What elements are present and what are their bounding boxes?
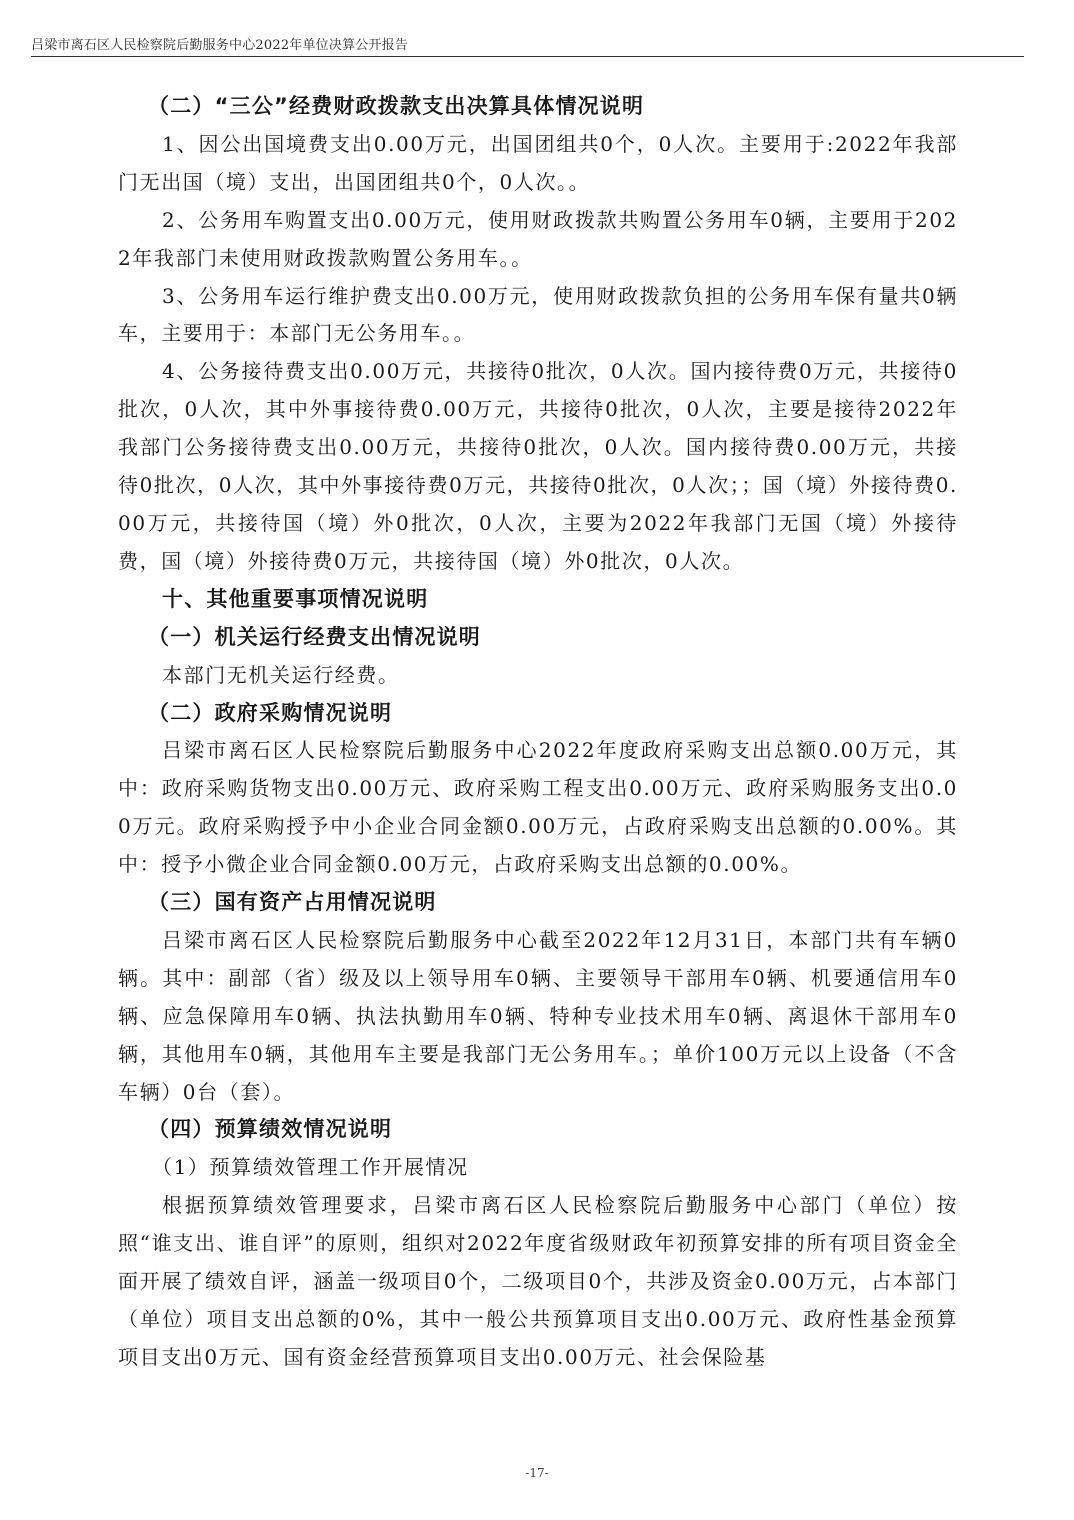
section-heading-operating-funds: （一）机关运行经费支出情况说明 — [148, 624, 481, 649]
paragraph-reception: 4、公务接待费支出0.00万元，共接待0批次，0人次。国内接待费0万元，共接待0批次，0人次，其中外事接待费0.00万元，共接待0批次，0人次，主要是接待2022年我部门公务接待费支出0.00万元，共接待0批次，0人次。国内接待费0.00万元，共接待0批次，0人次，其中外事接待费0万元，共接待0批次，0人次；；国（境）外接待费0.00万元，共接待国（境）外0批次，0人次，主要为2022年我部门无国（境）外接待费，国（境）外接待费0万元，共接待国（境）外0批次，0人次。 — [118, 359, 958, 573]
header-divider — [31, 56, 1024, 57]
section-heading-procurement: （二）政府采购情况说明 — [148, 700, 393, 725]
section-heading-sangong: （二）“三公”经费财政拨款支出决算具体情况说明 — [148, 94, 645, 118]
section-heading-state-assets: （三）国有资产占用情况说明 — [148, 890, 437, 915]
paragraph-vehicle-purchase: 2、公务用车购置支出0.00万元，使用财政拨款共购置公务用车0辆，主要用于2022年我部门未使用财政拨款购置公务用车。。 — [118, 207, 958, 270]
paragraph-procurement: 吕梁市离石区人民检察院后勤服务中心2022年度政府采购支出总额0.00万元，其中：政府采购货物支出0.00万元、政府采购工程支出0.00万元、政府采购服务支出0.00万元。政府采购授予中小企业合同金额0.00万元，占政府采购支出总额的0.00%。其中：授予小微企业合同金额0.00万元，占政府采购支出总额的0.00%。 — [118, 738, 958, 877]
running-header: 吕梁市离石区人民检察院后勤服务中心2022年单位决算公开报告 — [31, 38, 409, 53]
section-heading-performance: （四）预算绩效情况说明 — [148, 1117, 393, 1142]
subheading-performance-management: （1）预算绩效管理工作开展情况 — [152, 1155, 469, 1180]
paragraph-overseas-travel: 1、因公出国境费支出0.00万元，出国团组共0个，0人次。主要用于:2022年我部门无出国（境）支出，出国团组共0个，0人次。。 — [118, 131, 958, 194]
paragraph-vehicle-operation: 3、公务用车运行维护费支出0.00万元，使用财政拨款负担的公务用车保有量共0辆车，主要用于：本部门无公务用车。。 — [118, 283, 958, 346]
paragraph-operating-funds: 本部门无机关运行经费。 — [162, 662, 400, 687]
page-number: -17- — [525, 1466, 549, 1480]
section-heading-other-matters: 十、其他重要事项情况说明 — [162, 586, 429, 611]
paragraph-performance: 根据预算绩效管理要求，吕梁市离石区人民检察院后勤服务中心部门（单位）按照“谁支出、谁自评”的原则，组织对2022年度省级财政年初预算安排的所有项目资金全面开展了绩效自评，涵盖一级项目0个，二级项目0个，共涉及资金0.00万元，占本部门（单位）项目支出总额的0%，其中一般公共预算项目支出0.00万元、政府性基金预算项目支出0万元、国有资金经营预算项目支出0.00万元、社会保险基 — [118, 1193, 958, 1369]
document-body — [118, 88, 958, 1377]
paragraph-state-assets: 吕梁市离石区人民检察院后勤服务中心截至2022年12月31日，本部门共有车辆0辆。其中：副部（省）级及以上领导用车0辆、主要领导干部用车0辆、机要通信用车0辆、应急保障用车0辆、执法执勤用车0辆、特种专业技术用车0辆、离退休干部用车0辆，其他用车0辆，其他用车主要是我部门无公务用车。；单价100万元以上设备（不含车辆）0台（套）。 — [118, 927, 958, 1104]
